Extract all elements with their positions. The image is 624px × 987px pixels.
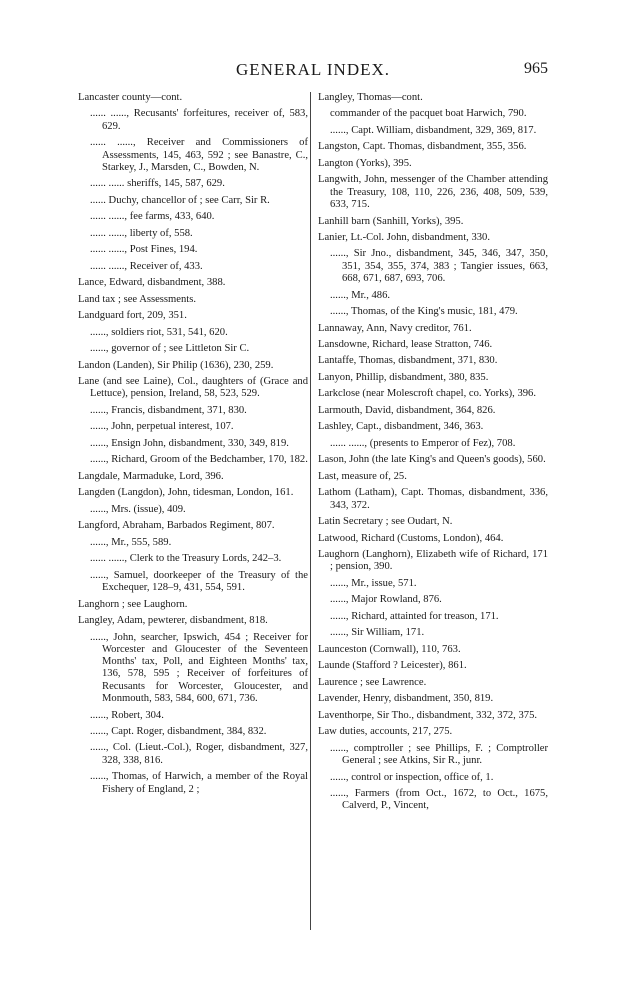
index-entry: Langston, Capt. Thomas, disbandment, 355, 356. [318, 141, 527, 153]
index-entry: Landguard fort, 209, 351. [78, 310, 187, 322]
index-entry: Langhorn ; see Laughorn. [78, 598, 188, 610]
index-entry: Lashley, Capt., disbandment, 346, 363. [318, 421, 484, 433]
index-entry: ......, Col. (Lieut.-Col.), Roger, disbandment, 327, 328, 338, 816. [90, 742, 308, 766]
index-entry: Langley, Adam, pewterer, disbandment, 818. [78, 615, 268, 627]
index-entry: Latwood, Richard (Customs, London), 464. [318, 532, 504, 544]
index-entry: Lance, Edward, disbandment, 388. [78, 277, 226, 289]
index-entry: Laurence ; see Lawrence. [318, 676, 427, 688]
index-entry: ......, comptroller ; see Phillips, F. ; Comptroller General ; see Atkins, Sir R., junr. [330, 742, 548, 767]
index-entry: Lanier, Lt.-Col. John, disbandment, 330. [318, 231, 490, 243]
index-entry: Land tax ; see Assessments. [78, 293, 196, 305]
index-entry: ......, Capt. William, disbandment, 329, 369, 817. [330, 124, 537, 136]
index-entry: commander of the pacquet boat Harwich, 790. [330, 108, 527, 120]
index-entry: ......, Major Rowland, 876. [330, 594, 442, 606]
index-entry: ......, Ensign John, disbandment, 330, 349, 819. [90, 437, 289, 449]
left-index-column [78, 92, 308, 800]
index-entry: ......, Samuel, doorkeeper of the Treasury of the Exchequer, 128–9, 431, 554, 591. [90, 569, 308, 594]
index-entry: Larmouth, David, disbandment, 364, 826. [318, 404, 496, 416]
index-entry: Langwith, John, messenger of the Chamber attending the Treasury, 108, 110, 226, 236, 408, 509, 539, 633, 715. [318, 174, 548, 211]
index-entry: ......, control or inspection, office of, 1. [330, 771, 494, 783]
index-entry: Lancaster county—cont. [78, 92, 183, 103]
index-entry: Launceston (Cornwall), 110, 763. [318, 643, 461, 655]
index-entry: ...... ......, Receiver and Commissioners of Assessments, 145, 463, 592 ; see Banastre, C., Starkey, J., Marsden, C., Bowden, N. [90, 137, 308, 173]
index-entry: ...... ......, fee farms, 433, 640. [90, 211, 215, 223]
index-entry: Lannaway, Ann, Navy creditor, 761. [318, 322, 472, 334]
index-entry: ...... ......, liberty of, 558. [90, 227, 193, 239]
index-entry: Lathom (Latham), Capt. Thomas, disbandment, 336, 343, 372. [318, 487, 548, 511]
index-entry: Lanyon, Phillip, disbandment, 380, 835. [318, 371, 489, 383]
index-entry: ...... ......, Recusants' forfeitures, receiver of, 583, 629. [90, 108, 308, 132]
index-entry: ......, Mr., 486. [330, 289, 391, 301]
index-entry: Landon (Landen), Sir Philip (1636), 230, 259. [78, 359, 274, 371]
page-header [78, 58, 548, 82]
index-entry: Lane (and see Laine), Col., daughters of (Grace and Lettuce), pension, Ireland, 58, 523, 529. [78, 376, 308, 400]
index-entry: Launde (Stafford ? Leicester), 861. [318, 660, 467, 672]
index-entry: ......, Thomas, of Harwich, a member of the Royal Fishery of England, 2 ; [90, 771, 308, 795]
index-entry: Langdale, Marmaduke, Lord, 396. [78, 470, 224, 482]
index-entry: ...... ......, Post Fines, 194. [90, 244, 198, 256]
index-entry: ......, Mrs. (issue), 409. [90, 503, 186, 515]
index-entry: Langley, Thomas—cont. [318, 92, 423, 103]
index-entry: ...... ......, Clerk to the Treasury Lords, 242–3. [90, 553, 282, 565]
index-entry: ...... Duchy, chancellor of ; see Carr, Sir R. [90, 194, 270, 206]
index-entry: Laventhorpe, Sir Tho., disbandment, 332, 372, 375. [318, 709, 538, 721]
index-entry: Laughorn (Langhorn), Elizabeth wife of Richard, 171 ; pension, 390. [318, 549, 548, 573]
column-divider [310, 92, 311, 930]
index-entry: Langden (Langdon), John, tidesman, London, 161. [78, 487, 294, 499]
index-entry: Langford, Abraham, Barbados Regiment, 807. [78, 520, 275, 532]
index-entry: Larkclose (near Molescroft chapel, co. Yorks), 396. [318, 388, 536, 400]
index-entry: ......, Richard, Groom of the Bedchamber, 170, 182. [90, 454, 308, 466]
index-entry: ......, Sir Jno., disbandment, 345, 346, 347, 350, 351, 354, 355, 374, 383 ; Tangier issues, 663, 668, 671, 687, 693, 706. [330, 248, 548, 285]
index-entry: Lavender, Henry, disbandment, 350, 819. [318, 693, 494, 705]
index-entry: ......, Mr., issue, 571. [330, 577, 417, 589]
index-entry: ......, Sir William, 171. [330, 627, 425, 639]
index-entry: ......, Farmers (from Oct., 1672, to Oct., 1675, Calverd, P., Vincent, [330, 788, 548, 812]
index-entry: Lantaffe, Thomas, disbandment, 371, 830. [318, 355, 498, 367]
index-entry: Lason, John (the late King's and Queen's goods), 560. [318, 454, 546, 466]
index-entry: Lanhill barn (Sanhill, Yorks), 395. [318, 215, 464, 227]
index-entry: ......, governor of ; see Littleton Sir C. [90, 343, 250, 355]
index-entry: ......, Richard, attainted for treason, 171. [330, 610, 499, 622]
index-entry: ......, Robert, 304. [90, 709, 164, 721]
index-entry: Law duties, accounts, 217, 275. [318, 726, 453, 738]
index-entry: ......, Mr., 555, 589. [90, 536, 172, 548]
index-entry: ......, Thomas, of the King's music, 181, 479. [330, 306, 518, 318]
running-title: GENERAL INDEX. [235, 60, 391, 79]
index-entry: ......, John, perpetual interest, 107. [90, 421, 234, 433]
index-entry: ...... ...... sheriffs, 145, 587, 629. [90, 178, 225, 190]
index-entry: ......, Francis, disbandment, 371, 830. [90, 404, 247, 416]
index-entry: Last, measure of, 25. [318, 470, 407, 482]
index-entry: ......, Capt. Roger, disbandment, 384, 832. [90, 725, 267, 737]
index-entry: Lansdowne, Richard, lease Stratton, 746. [318, 339, 493, 350]
index-entry: ...... ......, (presents to Emperor of Fez), 708. [330, 437, 516, 449]
index-entry: ......, soldiers riot, 531, 541, 620. [90, 326, 228, 338]
index-entry: ...... ......, Receiver of, 433. [90, 260, 203, 272]
page-number: 965 [524, 60, 548, 77]
right-index-column [318, 92, 548, 817]
index-entry: Latin Secretary ; see Oudart, N. [318, 516, 453, 528]
index-entry: Langton (Yorks), 395. [318, 157, 412, 169]
index-entry: ......, John, searcher, Ipswich, 454 ; Receiver for Worcester and Gloucester of the Seventeen Months' tax, Poll, and Eighteen Months' tax, 136, 578, 595 ; Receiver of forfeitures of Recusants for Worcester, Gloucester, and Monmouth, 583, 584, 600, 671, 736. [90, 631, 308, 705]
